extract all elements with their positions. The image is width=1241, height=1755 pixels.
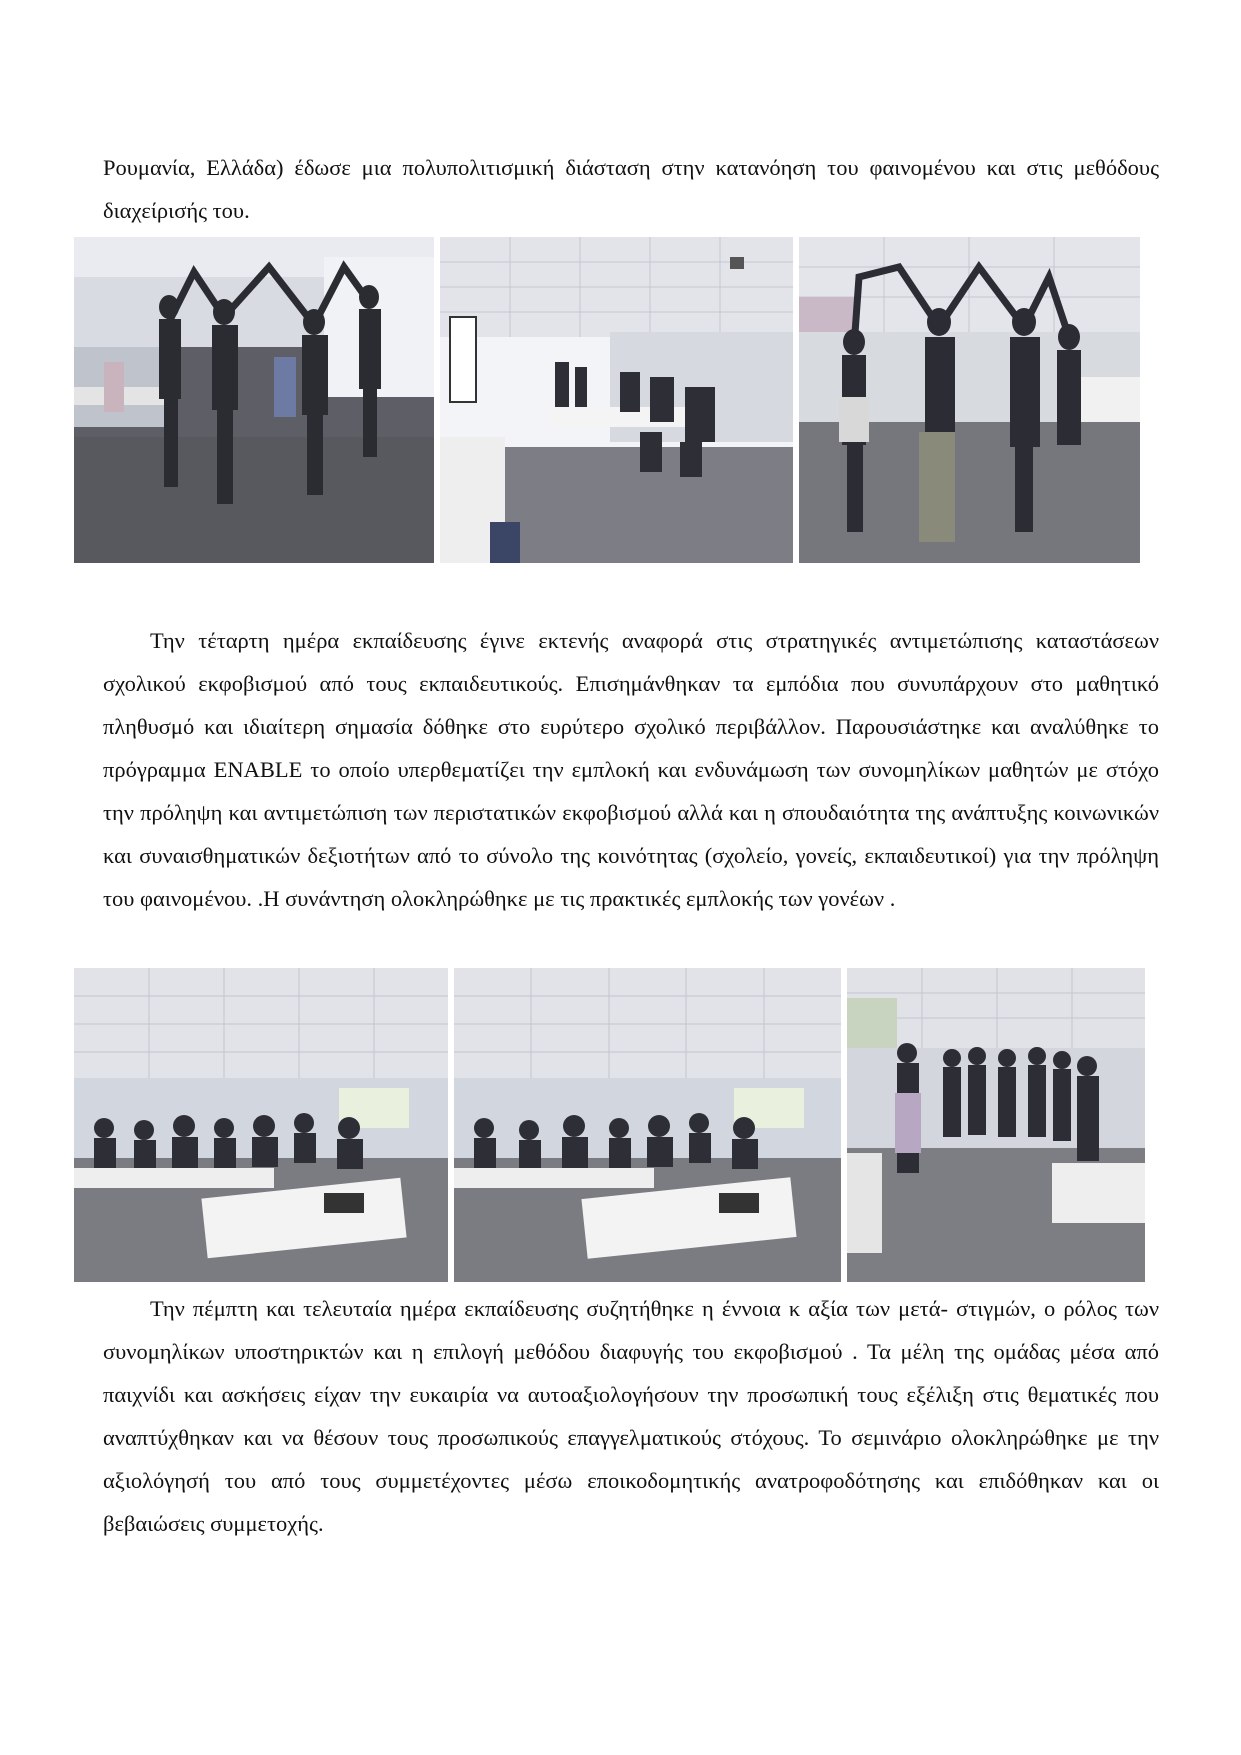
photo-standing-circle xyxy=(847,968,1145,1282)
paragraph-fifth-day: Την πέμπτη και τελευταία ημέρα εκπαίδευσης συζητήθηκε η έννοια κ αξία των μετά- στιγμών, ο ρόλος των συνομηλίκων υποστηρικτών και η επιλογή μεθόδου διαφυγής του εκφοβισμού . Τα μέλη της ομάδας μέσα από παιχνίδι και ασκήσεις είχαν την ευκαιρία να αυτοαξιολογήσουν την προσωπική τους εξέλιξη στις θεματικές που αναπτύχθηκαν και να θέσουν τους προσωπικούς επαγγελματικούς στόχους. Το σεμινάριο ολοκληρώθηκε με την αξιολόγησή του από τους συμμετέχοντες μέσω εποικοδομητικής ανατροφοδότησης και επιδόθηκαν και οι βεβαιώσεις συμμετοχής. xyxy=(103,1296,1159,1536)
photo-group-dance-2 xyxy=(799,237,1140,563)
photo-seminar-session-2 xyxy=(454,968,841,1282)
photo-seminar-session-1 xyxy=(74,968,448,1282)
paragraph-intro-continuation: Ρουμανία, Ελλάδα) έδωσε μια πολυπολιτισμική διάσταση στην κατανόηση του φαινομένου και στις μεθόδους διαχείρισής του. xyxy=(103,155,1159,223)
photo-group-dance-1 xyxy=(74,237,434,563)
paragraph-fourth-day: Την τέταρτη ημέρα εκπαίδευσης έγινε εκτενής αναφορά στις στρατηγικές αντιμετώπισης καταστάσεων σχολικού εκφοβισμού από τους εκπαιδευτικούς. Επισημάνθηκαν τα εμπόδια που συνυπάρχουν στο μαθητικό πληθυσμό και ιδιαίτερη σημασία δόθηκε στο ευρύτερο σχολικό περιβάλλον. Παρουσιάστηκε και αναλύθηκε το πρόγραμμα ENABLE το οποίο υπερθεματίζει την εμπλοκή και ενδυνάμωση των συνομηλίκων μαθητών με στόχο την πρόληψη και αντιμετώπιση των περιστατικών εκφοβισμού αλλά και η σπουδαιότητα της ανάπτυξης κοινωνικών και συναισθηματικών δεξιοτήτων από το σύνολο της κοινότητας (σχολείο, γονείς, εκπαιδευτικοί) για την πρόληψη του φαινομένου. .Η συνάντηση ολοκληρώθηκε με τις πρακτικές εμπλοκής των γονέων . xyxy=(103,628,1159,911)
photo-classroom-setup xyxy=(440,237,793,563)
